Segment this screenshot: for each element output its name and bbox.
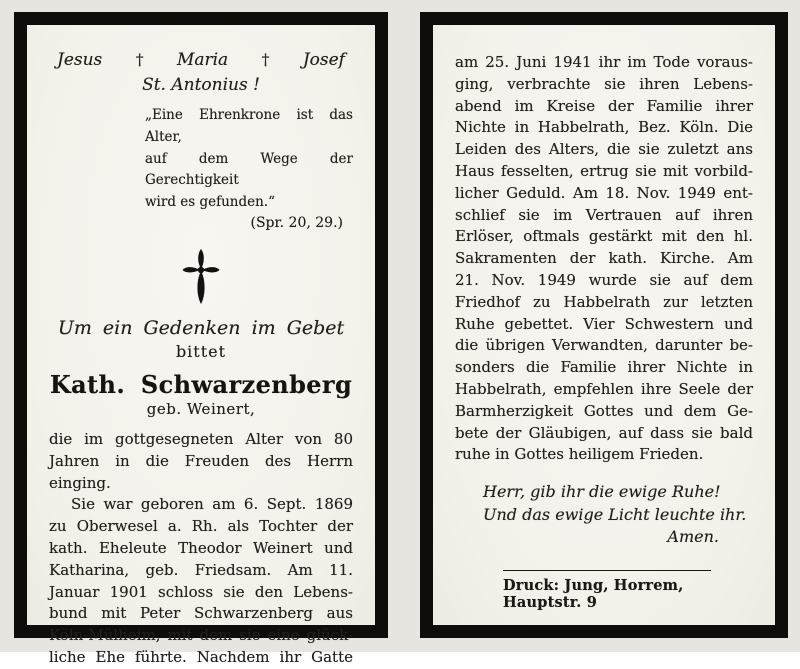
text-line: Und das ewige Licht leuchte ihr. [483,504,747,524]
text-line: bund mit Peter Schwarzenberg aus [49,604,353,623]
text-line: Sakramenten der kath. Kirche. Am [455,249,753,268]
text-line: Barmherzigkeit Gottes und dem Ge- [455,401,753,420]
deceased-name: Kath. Schwarzenberg [49,369,353,399]
text-line: Herr, gib ihr die ewige Ruhe! [483,482,721,502]
printer-imprint: Druck: Jung, Horrem, Hauptstr. 9 [503,576,684,611]
text-line: ging, verbrachte sie ihren Lebens- [455,74,753,93]
invocation-josef: Josef [302,50,345,70]
text-line: Habbelrath, empfehlen ihre Seele der [455,379,753,398]
printer-imprint-block [503,570,753,611]
text-line: Erlöser, oftmals gestärkt mit den hl. [455,227,753,246]
scripture-quote [145,105,353,214]
invocation-line [49,49,353,71]
text-line: wird es gefunden.“ [145,194,276,211]
text-line: zu Oberwesel a. Rh. als Tochter der [49,517,353,536]
text-line: Leiden des Alters, die sie zuletzt ans [455,140,753,159]
text-line: die übrigen Verwandten, darunter be- [455,336,753,355]
printer-rule [503,570,711,571]
obituary-paragraph-2 [49,494,353,668]
text-line: licher Geduld. Am 18. Nov. 1949 ent- [455,183,753,202]
text-line: die im gottgesegneten Alter von 80 [49,429,353,448]
right-page [433,52,775,652]
text-line: Köln-Mülheim, mit dem sie eine glück- [49,626,353,645]
obituary-paragraph-1 [49,429,353,494]
closing-prayer [455,481,753,526]
text-line: Januar 1901 schloss sie den Lebens- [49,582,353,601]
text-line: einging. [49,473,111,492]
dagger-icon: † [261,50,270,69]
cross-ornament-icon [49,245,353,307]
text-line: Jahren in die Freuden des Herrn [49,451,353,470]
saint-invocation: St. Antonius ! [142,75,260,95]
text-line: abend im Kreise der Familie ihrer [455,96,753,115]
text-line: sonders die Familie ihrer Nichte in [455,358,753,377]
memorial-request-word: bittet [175,341,227,361]
text-line: Nichte in Habbelrath, Bez. Köln. Die [455,118,753,137]
invocation-jesus: Jesus [57,50,103,70]
left-page [27,49,375,666]
text-line: am 25. Juni 1941 ihr im Tode voraus- [455,53,753,71]
text-line: liche Ehe führte. Nachdem ihr Gatte [49,647,353,666]
text-line: Sie war geboren am 6. Sept. 1869 [71,495,353,514]
dagger-icon: † [135,50,144,69]
text-line: ruhe in Gottes heiligem Frieden. [455,445,704,464]
text-line: kath. Eheleute Theodor Weinert und [49,538,353,557]
text-line: Friedhof zu Habbelrath zur letzten [455,292,753,311]
right-page-card [420,12,788,638]
text-line: Haus fesselten, ertrug sie mit vorbild- [455,161,753,180]
text-line: schlief sie im Vertrauen auf ihren [455,205,753,224]
text-line: bete der Gläubigen, auf dass sie bald [455,423,753,442]
text-line: Ruhe gebettet. Vier Schwestern und [455,314,753,333]
scripture-reference: (Spr. 20, 29.) [250,214,343,231]
obituary-continuation [455,52,753,466]
memorial-request-line: Um ein Gedenken im Gebet [57,316,345,339]
text-line: Katharina, geb. Friedsam. Am 11. [49,560,353,579]
text-line: 21. Nov. 1949 wurde sie auf dem [455,270,753,289]
invocation-maria: Maria [176,50,229,70]
closing-prayer-amen: Amen. [667,527,719,547]
text-line: „Eine Ehrenkrone ist das Alter, [145,107,353,145]
maiden-name: geb. Weinert, [146,399,256,418]
left-page-card [14,12,388,666]
text-line: auf dem Wege der Gerechtigkeit [145,150,353,189]
